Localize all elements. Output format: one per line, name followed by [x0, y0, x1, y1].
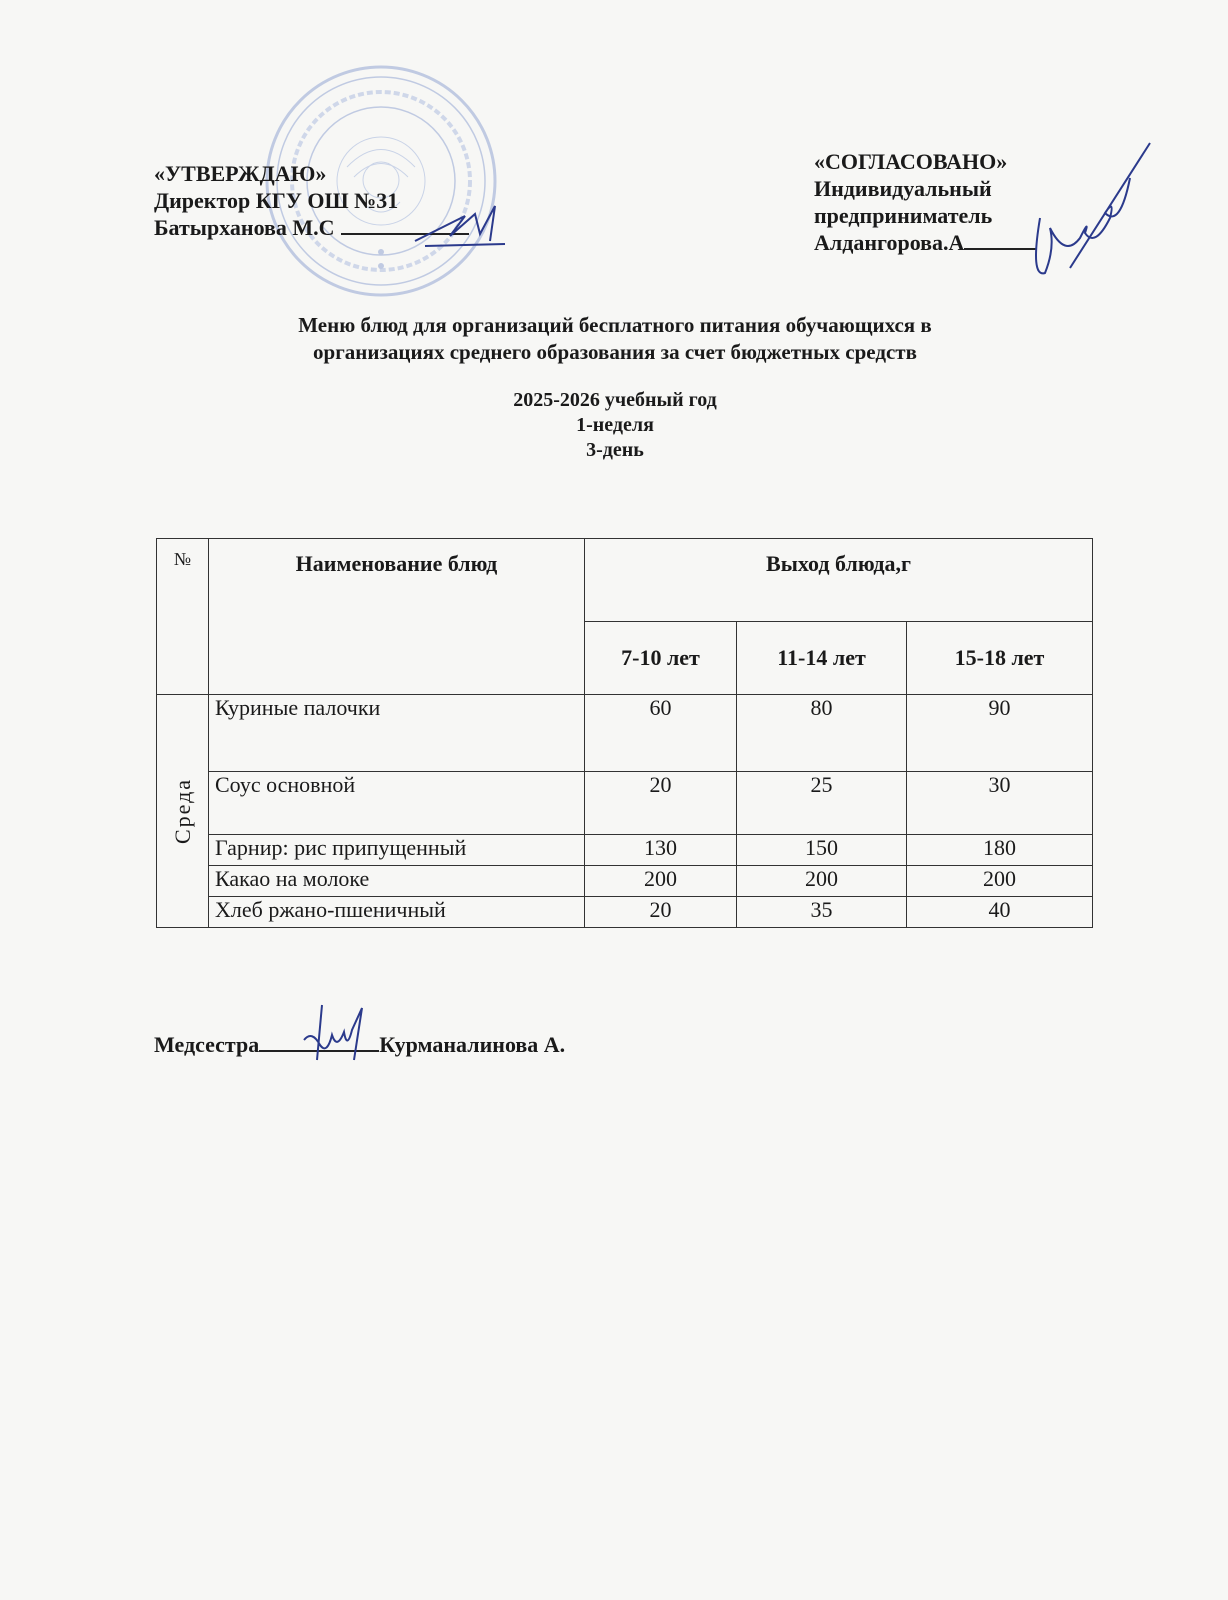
header-age-11-14: 11-14 лет [737, 622, 907, 695]
agreement-line2: предприниматель [814, 203, 993, 228]
agreement-heading: «СОГЛАСОВАНО» [814, 149, 1008, 174]
dish-value: 20 [585, 772, 737, 835]
weekday-label: Среда [169, 777, 195, 845]
day-label: 3-день [586, 439, 644, 461]
agreement-name: Алдангорова.А [814, 230, 965, 255]
dish-name: Хлеб ржано-пшеничный [209, 897, 585, 928]
dish-name: Гарнир: рис припущенный [209, 835, 585, 866]
nurse-signature [292, 1000, 372, 1070]
dish-value: 20 [585, 897, 737, 928]
director-signature [405, 196, 515, 256]
header-age-15-18: 15-18 лет [907, 622, 1093, 695]
table-row [157, 866, 1093, 897]
approval-name: Батырханова М.С [154, 215, 335, 240]
dish-value: 200 [585, 866, 737, 897]
title-line1: Меню блюд для организаций бесплатного питания обучающихся в [298, 313, 932, 337]
document-subtitle [150, 388, 1080, 463]
document-title [150, 312, 1080, 366]
dish-value: 150 [737, 835, 907, 866]
week-label: 1-неделя [576, 414, 654, 436]
dish-value: 200 [907, 866, 1093, 897]
dish-name: Какао на молоке [209, 866, 585, 897]
menu-table [156, 538, 1093, 928]
nurse-label: Медсестра [154, 1032, 260, 1057]
header-output: Выход блюда,г [585, 539, 1093, 622]
header-age-7-10: 7-10 лет [585, 622, 737, 695]
approval-heading: «УТВЕРЖДАЮ» [154, 161, 327, 186]
table-row [157, 772, 1093, 835]
dish-value: 60 [585, 695, 737, 772]
day-cell [157, 695, 209, 928]
agreement-line1: Индивидуальный [814, 176, 992, 201]
table-row [157, 835, 1093, 866]
dish-value: 180 [907, 835, 1093, 866]
entrepreneur-signature [1010, 138, 1160, 288]
header-num: № [157, 539, 209, 695]
dish-value: 200 [737, 866, 907, 897]
table-row [157, 897, 1093, 928]
dish-value: 90 [907, 695, 1093, 772]
dish-name: Куриные палочки [209, 695, 585, 772]
nurse-name: Курманалинова А. [379, 1032, 566, 1057]
dish-value: 40 [907, 897, 1093, 928]
dish-value: 35 [737, 897, 907, 928]
dish-value: 25 [737, 772, 907, 835]
dish-value: 30 [907, 772, 1093, 835]
approval-position: Директор КГУ ОШ №31 [154, 188, 399, 213]
title-line2: организациях среднего образования за счет бюджетных средств [313, 340, 917, 364]
header-dish-name: Наименование блюд [209, 539, 585, 695]
dish-value: 80 [737, 695, 907, 772]
dish-name: Соус основной [209, 772, 585, 835]
dish-value: 130 [585, 835, 737, 866]
table-row [157, 695, 1093, 772]
school-year: 2025-2026 учебный год [513, 389, 717, 411]
agreement-block [814, 148, 1036, 256]
